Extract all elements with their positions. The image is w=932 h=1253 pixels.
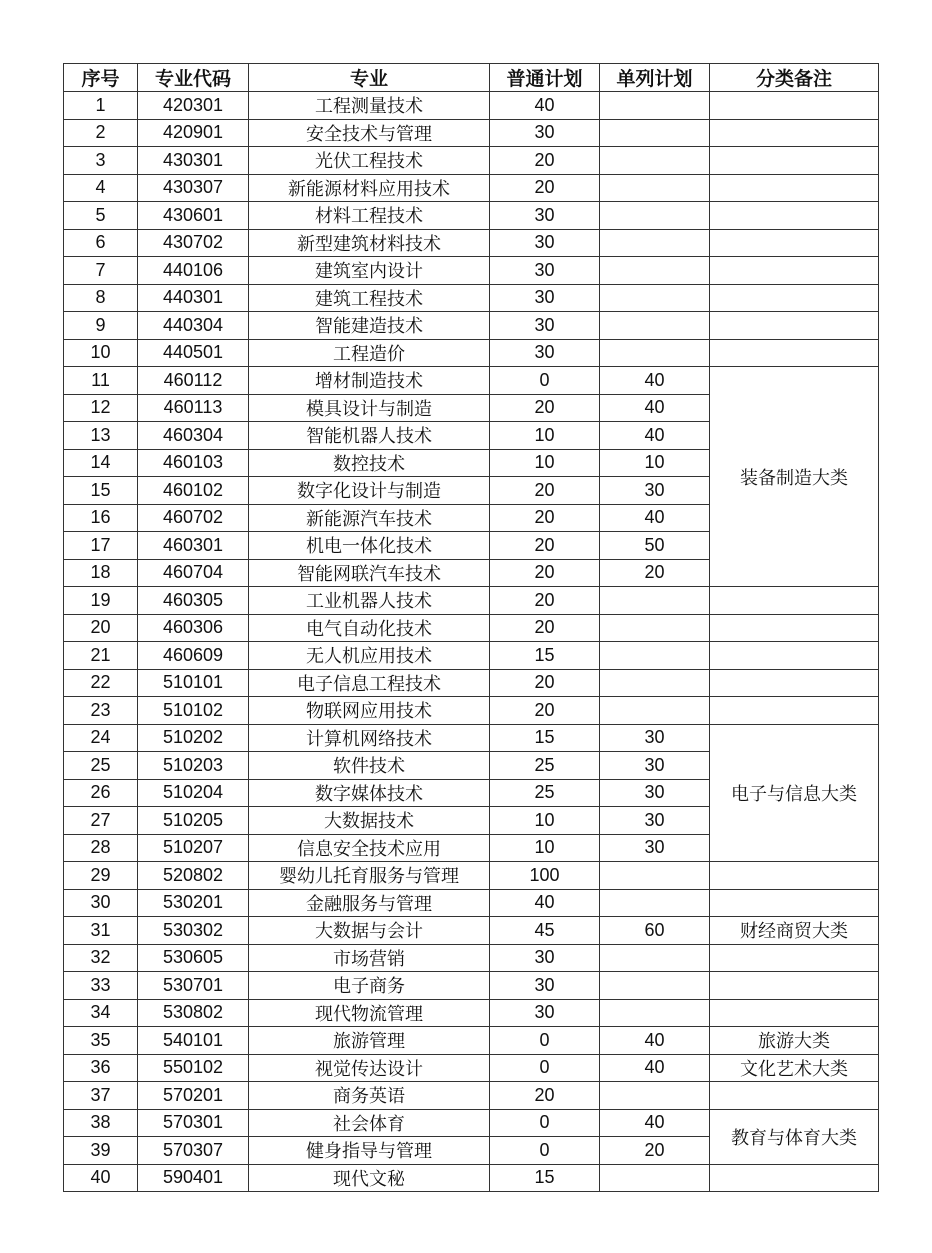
- header-major: 专业: [249, 64, 490, 92]
- separate-plan-cell: 30: [600, 752, 710, 780]
- major-code-cell: 530605: [138, 944, 249, 972]
- major-code-cell: 430301: [138, 147, 249, 175]
- major-name-cell: 大数据技术: [249, 807, 490, 835]
- major-code-cell: 510204: [138, 779, 249, 807]
- category-note-cell: [710, 944, 879, 972]
- category-note-cell: [710, 889, 879, 917]
- major-code-cell: 430601: [138, 202, 249, 230]
- regular-plan-cell: 0: [490, 1027, 600, 1055]
- separate-plan-cell: 60: [600, 917, 710, 945]
- row-no-cell: 2: [64, 119, 138, 147]
- separate-plan-cell: 10: [600, 449, 710, 477]
- separate-plan-cell: [600, 339, 710, 367]
- row-no-cell: 1: [64, 92, 138, 120]
- regular-plan-cell: 45: [490, 917, 600, 945]
- row-no-cell: 14: [64, 449, 138, 477]
- table-row: [64, 724, 879, 752]
- major-name-cell: 新型建筑材料技术: [249, 229, 490, 257]
- major-name-cell: 智能机器人技术: [249, 422, 490, 450]
- table-header-row: [64, 64, 879, 92]
- major-code-cell: 460305: [138, 587, 249, 615]
- table-row: [64, 367, 879, 395]
- category-note-cell: [710, 642, 879, 670]
- major-name-cell: 工程测量技术: [249, 92, 490, 120]
- row-no-cell: 26: [64, 779, 138, 807]
- header-category-note: 分类备注: [710, 64, 879, 92]
- row-no-cell: 38: [64, 1109, 138, 1137]
- table-row: [64, 147, 879, 175]
- table-body: [64, 92, 879, 1192]
- table-row: [64, 1054, 879, 1082]
- major-code-cell: 570301: [138, 1109, 249, 1137]
- separate-plan-cell: [600, 312, 710, 340]
- table-row: [64, 119, 879, 147]
- major-code-cell: 460704: [138, 559, 249, 587]
- separate-plan-cell: 30: [600, 477, 710, 505]
- major-code-cell: 570307: [138, 1137, 249, 1165]
- regular-plan-cell: 15: [490, 724, 600, 752]
- major-code-cell: 460609: [138, 642, 249, 670]
- major-name-cell: 大数据与会计: [249, 917, 490, 945]
- major-name-cell: 信息安全技术应用: [249, 834, 490, 862]
- major-name-cell: 材料工程技术: [249, 202, 490, 230]
- row-no-cell: 22: [64, 669, 138, 697]
- regular-plan-cell: 20: [490, 614, 600, 642]
- major-code-cell: 430307: [138, 174, 249, 202]
- major-name-cell: 智能建造技术: [249, 312, 490, 340]
- category-note-cell: [710, 587, 879, 615]
- table-row: [64, 944, 879, 972]
- major-name-cell: 市场营销: [249, 944, 490, 972]
- separate-plan-cell: [600, 1164, 710, 1192]
- regular-plan-cell: 10: [490, 422, 600, 450]
- major-name-cell: 工程造价: [249, 339, 490, 367]
- major-code-cell: 440301: [138, 284, 249, 312]
- regular-plan-cell: 20: [490, 477, 600, 505]
- regular-plan-cell: 20: [490, 669, 600, 697]
- header-separate-plan: 单列计划: [600, 64, 710, 92]
- row-no-cell: 4: [64, 174, 138, 202]
- row-no-cell: 39: [64, 1137, 138, 1165]
- major-code-cell: 440304: [138, 312, 249, 340]
- major-name-cell: 现代物流管理: [249, 999, 490, 1027]
- table-row: [64, 1082, 879, 1110]
- category-note-cell: [710, 257, 879, 285]
- major-code-cell: 510102: [138, 697, 249, 725]
- separate-plan-cell: [600, 972, 710, 1000]
- regular-plan-cell: 20: [490, 697, 600, 725]
- separate-plan-cell: 50: [600, 532, 710, 560]
- major-name-cell: 电气自动化技术: [249, 614, 490, 642]
- major-name-cell: 电子信息工程技术: [249, 669, 490, 697]
- major-code-cell: 510101: [138, 669, 249, 697]
- category-note-cell: [710, 229, 879, 257]
- row-no-cell: 7: [64, 257, 138, 285]
- separate-plan-cell: [600, 642, 710, 670]
- row-no-cell: 21: [64, 642, 138, 670]
- separate-plan-cell: [600, 174, 710, 202]
- regular-plan-cell: 10: [490, 807, 600, 835]
- major-name-cell: 新能源材料应用技术: [249, 174, 490, 202]
- table-row: [64, 1164, 879, 1192]
- category-note-cell: [710, 614, 879, 642]
- separate-plan-cell: [600, 999, 710, 1027]
- regular-plan-cell: 20: [490, 1082, 600, 1110]
- separate-plan-cell: [600, 889, 710, 917]
- major-name-cell: 现代文秘: [249, 1164, 490, 1192]
- regular-plan-cell: 0: [490, 1109, 600, 1137]
- row-no-cell: 11: [64, 367, 138, 395]
- row-no-cell: 24: [64, 724, 138, 752]
- major-name-cell: 物联网应用技术: [249, 697, 490, 725]
- table-row: [64, 917, 879, 945]
- major-name-cell: 增材制造技术: [249, 367, 490, 395]
- regular-plan-cell: 15: [490, 1164, 600, 1192]
- table-row: [64, 862, 879, 890]
- category-note-cell: 旅游大类: [710, 1027, 879, 1055]
- category-note-cell: 财经商贸大类: [710, 917, 879, 945]
- header-code: 专业代码: [138, 64, 249, 92]
- major-code-cell: 420901: [138, 119, 249, 147]
- separate-plan-cell: 40: [600, 1027, 710, 1055]
- regular-plan-cell: 25: [490, 779, 600, 807]
- major-code-cell: 460304: [138, 422, 249, 450]
- regular-plan-cell: 0: [490, 1054, 600, 1082]
- category-note-cell: [710, 202, 879, 230]
- row-no-cell: 28: [64, 834, 138, 862]
- major-code-cell: 460113: [138, 394, 249, 422]
- header-no: 序号: [64, 64, 138, 92]
- major-name-cell: 视觉传达设计: [249, 1054, 490, 1082]
- separate-plan-cell: [600, 697, 710, 725]
- table-row: [64, 174, 879, 202]
- major-code-cell: 460702: [138, 504, 249, 532]
- separate-plan-cell: [600, 284, 710, 312]
- separate-plan-cell: 30: [600, 807, 710, 835]
- major-name-cell: 机电一体化技术: [249, 532, 490, 560]
- regular-plan-cell: 10: [490, 834, 600, 862]
- row-no-cell: 17: [64, 532, 138, 560]
- major-code-cell: 510202: [138, 724, 249, 752]
- major-code-cell: 460306: [138, 614, 249, 642]
- major-name-cell: 建筑工程技术: [249, 284, 490, 312]
- separate-plan-cell: 30: [600, 779, 710, 807]
- separate-plan-cell: [600, 587, 710, 615]
- table-row: [64, 312, 879, 340]
- regular-plan-cell: 20: [490, 532, 600, 560]
- separate-plan-cell: [600, 669, 710, 697]
- regular-plan-cell: 20: [490, 587, 600, 615]
- category-note-cell: [710, 669, 879, 697]
- major-code-cell: 460103: [138, 449, 249, 477]
- table-row: [64, 614, 879, 642]
- major-code-cell: 460102: [138, 477, 249, 505]
- category-note-cell: [710, 999, 879, 1027]
- category-note-cell: [710, 697, 879, 725]
- major-name-cell: 模具设计与制造: [249, 394, 490, 422]
- regular-plan-cell: 20: [490, 147, 600, 175]
- row-no-cell: 10: [64, 339, 138, 367]
- row-no-cell: 30: [64, 889, 138, 917]
- separate-plan-cell: [600, 119, 710, 147]
- separate-plan-cell: [600, 1082, 710, 1110]
- separate-plan-cell: 40: [600, 422, 710, 450]
- regular-plan-cell: 15: [490, 642, 600, 670]
- table-row: [64, 1027, 879, 1055]
- major-code-cell: 420301: [138, 92, 249, 120]
- table-row: [64, 999, 879, 1027]
- separate-plan-cell: [600, 202, 710, 230]
- table-row: [64, 92, 879, 120]
- major-name-cell: 无人机应用技术: [249, 642, 490, 670]
- regular-plan-cell: 30: [490, 119, 600, 147]
- table-row: [64, 229, 879, 257]
- regular-plan-cell: 10: [490, 449, 600, 477]
- table-row: [64, 642, 879, 670]
- regular-plan-cell: 30: [490, 257, 600, 285]
- regular-plan-cell: 30: [490, 999, 600, 1027]
- major-code-cell: 510207: [138, 834, 249, 862]
- table-row: [64, 257, 879, 285]
- separate-plan-cell: [600, 614, 710, 642]
- major-code-cell: 440106: [138, 257, 249, 285]
- major-code-cell: 510203: [138, 752, 249, 780]
- table-row: [64, 972, 879, 1000]
- major-code-cell: 530302: [138, 917, 249, 945]
- major-code-cell: 550102: [138, 1054, 249, 1082]
- row-no-cell: 34: [64, 999, 138, 1027]
- row-no-cell: 6: [64, 229, 138, 257]
- major-name-cell: 智能网联汽车技术: [249, 559, 490, 587]
- major-name-cell: 金融服务与管理: [249, 889, 490, 917]
- row-no-cell: 25: [64, 752, 138, 780]
- major-code-cell: 510205: [138, 807, 249, 835]
- row-no-cell: 31: [64, 917, 138, 945]
- row-no-cell: 18: [64, 559, 138, 587]
- regular-plan-cell: 40: [490, 889, 600, 917]
- major-name-cell: 数字化设计与制造: [249, 477, 490, 505]
- separate-plan-cell: [600, 862, 710, 890]
- regular-plan-cell: 0: [490, 367, 600, 395]
- regular-plan-cell: 25: [490, 752, 600, 780]
- row-no-cell: 23: [64, 697, 138, 725]
- category-note-cell: [710, 972, 879, 1000]
- major-code-cell: 540101: [138, 1027, 249, 1055]
- category-note-cell: [710, 174, 879, 202]
- major-code-cell: 570201: [138, 1082, 249, 1110]
- regular-plan-cell: 0: [490, 1137, 600, 1165]
- separate-plan-cell: 30: [600, 834, 710, 862]
- table-row: [64, 1109, 879, 1137]
- major-name-cell: 健身指导与管理: [249, 1137, 490, 1165]
- regular-plan-cell: 20: [490, 559, 600, 587]
- table-row: [64, 339, 879, 367]
- category-note-cell: 装备制造大类: [710, 367, 879, 587]
- major-name-cell: 软件技术: [249, 752, 490, 780]
- major-name-cell: 计算机网络技术: [249, 724, 490, 752]
- separate-plan-cell: 30: [600, 724, 710, 752]
- major-name-cell: 电子商务: [249, 972, 490, 1000]
- regular-plan-cell: 20: [490, 504, 600, 532]
- major-code-cell: 430702: [138, 229, 249, 257]
- category-note-cell: 电子与信息大类: [710, 724, 879, 862]
- separate-plan-cell: 40: [600, 367, 710, 395]
- separate-plan-cell: 40: [600, 394, 710, 422]
- major-name-cell: 建筑室内设计: [249, 257, 490, 285]
- separate-plan-cell: [600, 92, 710, 120]
- regular-plan-cell: 30: [490, 972, 600, 1000]
- category-note-cell: [710, 147, 879, 175]
- separate-plan-cell: 40: [600, 1054, 710, 1082]
- table-row: [64, 284, 879, 312]
- enrollment-plan-table: [63, 63, 879, 1192]
- category-note-cell: [710, 312, 879, 340]
- category-note-cell: [710, 1164, 879, 1192]
- header-regular-plan: 普通计划: [490, 64, 600, 92]
- regular-plan-cell: 30: [490, 284, 600, 312]
- major-name-cell: 安全技术与管理: [249, 119, 490, 147]
- category-note-cell: 文化艺术大类: [710, 1054, 879, 1082]
- major-code-cell: 530701: [138, 972, 249, 1000]
- category-note-cell: 教育与体育大类: [710, 1109, 879, 1164]
- separate-plan-cell: [600, 229, 710, 257]
- separate-plan-cell: [600, 147, 710, 175]
- major-name-cell: 婴幼儿托育服务与管理: [249, 862, 490, 890]
- row-no-cell: 27: [64, 807, 138, 835]
- category-note-cell: [710, 1082, 879, 1110]
- major-name-cell: 数控技术: [249, 449, 490, 477]
- row-no-cell: 35: [64, 1027, 138, 1055]
- separate-plan-cell: 40: [600, 504, 710, 532]
- category-note-cell: [710, 339, 879, 367]
- regular-plan-cell: 30: [490, 944, 600, 972]
- row-no-cell: 3: [64, 147, 138, 175]
- major-code-cell: 460112: [138, 367, 249, 395]
- table-row: [64, 889, 879, 917]
- major-name-cell: 工业机器人技术: [249, 587, 490, 615]
- row-no-cell: 12: [64, 394, 138, 422]
- major-code-cell: 590401: [138, 1164, 249, 1192]
- separate-plan-cell: 20: [600, 1137, 710, 1165]
- row-no-cell: 29: [64, 862, 138, 890]
- row-no-cell: 33: [64, 972, 138, 1000]
- row-no-cell: 15: [64, 477, 138, 505]
- separate-plan-cell: [600, 944, 710, 972]
- major-name-cell: 商务英语: [249, 1082, 490, 1110]
- row-no-cell: 16: [64, 504, 138, 532]
- major-name-cell: 社会体育: [249, 1109, 490, 1137]
- separate-plan-cell: [600, 257, 710, 285]
- table-row: [64, 697, 879, 725]
- row-no-cell: 40: [64, 1164, 138, 1192]
- category-note-cell: [710, 119, 879, 147]
- regular-plan-cell: 30: [490, 339, 600, 367]
- row-no-cell: 37: [64, 1082, 138, 1110]
- major-name-cell: 光伏工程技术: [249, 147, 490, 175]
- regular-plan-cell: 40: [490, 92, 600, 120]
- category-note-cell: [710, 92, 879, 120]
- row-no-cell: 13: [64, 422, 138, 450]
- regular-plan-cell: 30: [490, 202, 600, 230]
- regular-plan-cell: 30: [490, 229, 600, 257]
- row-no-cell: 32: [64, 944, 138, 972]
- row-no-cell: 9: [64, 312, 138, 340]
- row-no-cell: 36: [64, 1054, 138, 1082]
- major-code-cell: 530802: [138, 999, 249, 1027]
- category-note-cell: [710, 284, 879, 312]
- separate-plan-cell: 40: [600, 1109, 710, 1137]
- category-note-cell: [710, 862, 879, 890]
- row-no-cell: 5: [64, 202, 138, 230]
- major-code-cell: 520802: [138, 862, 249, 890]
- row-no-cell: 20: [64, 614, 138, 642]
- regular-plan-cell: 100: [490, 862, 600, 890]
- major-name-cell: 数字媒体技术: [249, 779, 490, 807]
- major-code-cell: 440501: [138, 339, 249, 367]
- table-row: [64, 669, 879, 697]
- regular-plan-cell: 20: [490, 394, 600, 422]
- row-no-cell: 8: [64, 284, 138, 312]
- major-name-cell: 旅游管理: [249, 1027, 490, 1055]
- row-no-cell: 19: [64, 587, 138, 615]
- regular-plan-cell: 20: [490, 174, 600, 202]
- table-row: [64, 202, 879, 230]
- regular-plan-cell: 30: [490, 312, 600, 340]
- separate-plan-cell: 20: [600, 559, 710, 587]
- table-row: [64, 587, 879, 615]
- major-name-cell: 新能源汽车技术: [249, 504, 490, 532]
- major-code-cell: 460301: [138, 532, 249, 560]
- major-code-cell: 530201: [138, 889, 249, 917]
